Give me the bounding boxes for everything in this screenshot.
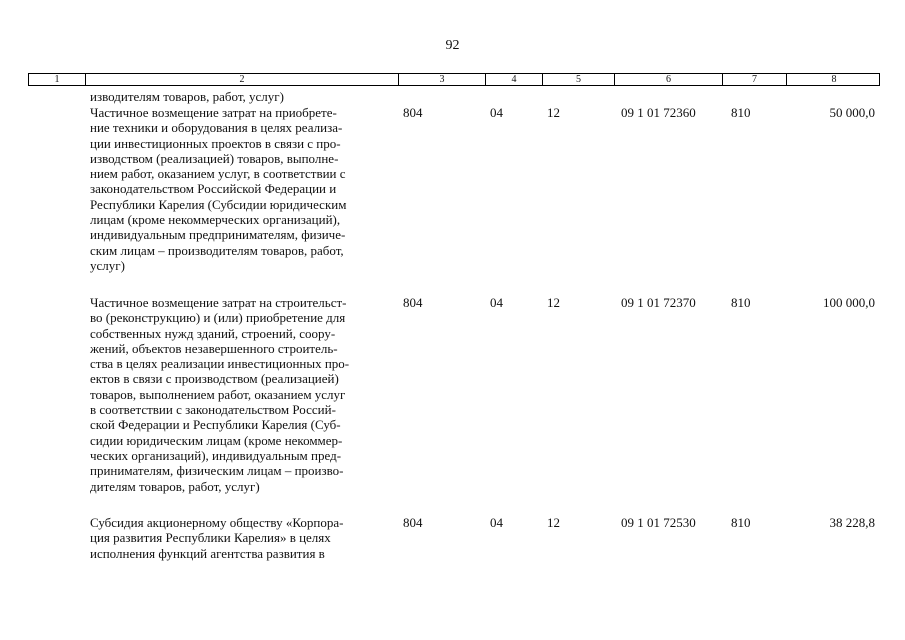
text-line: Частичное возмещение затрат на приобрете- (90, 105, 337, 120)
row-1-amount: 50 000,0 (829, 105, 875, 120)
carryover-text (90, 89, 400, 104)
text-line: ции инвестиционных проектов в связи с про- (90, 135, 341, 151)
header-col-1: 1 (29, 74, 86, 85)
row-2-section: 04 (490, 295, 503, 310)
row-2-amount: 100 000,0 (823, 295, 875, 310)
text-line: ской Федерации и Республики Карелия (Суб- (90, 417, 341, 433)
text-line: Частичное возмещение затрат на строительст- (90, 295, 347, 310)
row-1-expense-type: 810 (731, 105, 751, 120)
row-2-description (90, 295, 400, 494)
text-line: нием работ, оказанием услуг, в соответствии с (90, 166, 346, 182)
text-line: ция развития Республики Карелия» в целях (90, 530, 331, 546)
text-line: ние техники и оборудования в целях реализа- (90, 120, 343, 136)
text-line: услуг) (90, 257, 125, 273)
text-line: ским лицам – производителям товаров, работ, (90, 242, 344, 258)
row-3-amount: 38 228,8 (829, 515, 875, 530)
text-line: лицам (кроме некоммерческих организаций), (90, 212, 341, 228)
row-2-ministry: 804 (403, 295, 423, 310)
row-2-target-article: 09 1 01 72370 (621, 295, 696, 310)
text-line: принимателям, физическим лицам – произво- (90, 463, 344, 479)
row-1-target-article: 09 1 01 72360 (621, 105, 696, 120)
text-line: ческих организаций), индивидуальным пред- (90, 447, 342, 463)
header-col-8: 8 (831, 74, 837, 85)
header-col-5: 5 (543, 74, 615, 85)
row-2-subsection: 12 (547, 295, 560, 310)
text-line: исполнения функций агентства развития в (90, 545, 325, 561)
row-3-ministry: 804 (403, 515, 423, 530)
text-line: собственных нужд зданий, строений, соору- (90, 325, 336, 341)
text-line: жений, объектов незавершенного строитель- (90, 340, 338, 356)
row-3-section: 04 (490, 515, 503, 530)
row-3-description (90, 515, 400, 561)
header-col-7: 7 (723, 74, 787, 85)
text-line: сидии юридическим лицам (кроме некоммер- (90, 432, 343, 448)
row-2-expense-type: 810 (731, 295, 751, 310)
text-line: индивидуальным предпринимателям, физиче- (90, 227, 346, 243)
text-line: ства в целях реализации инвестиционных про- (90, 356, 350, 372)
text-line: изводителям товаров, работ, услуг) (90, 89, 284, 104)
page-number: 92 (445, 38, 460, 53)
text-line: Субсидия акционерному обществу «Корпора- (90, 515, 344, 530)
text-line: ектов в связи с производством (реализацией) (90, 371, 339, 387)
text-line: во (реконструкцию) и (или) приобретение для (90, 310, 346, 326)
header-col-2: 2 (86, 74, 399, 85)
text-line: товаров, выполнением работ, оказанием услуг (90, 386, 346, 402)
row-1-subsection: 12 (547, 105, 560, 120)
text-line: законодательством Российской Федерации и (90, 181, 337, 197)
row-3-subsection: 12 (547, 515, 560, 530)
row-3-target-article: 09 1 01 72530 (621, 515, 696, 530)
header-col-6: 6 (615, 74, 723, 85)
text-line: в соответствии с законодательством Россий- (90, 402, 336, 418)
header-col-4: 4 (486, 74, 543, 85)
row-1-ministry: 804 (403, 105, 423, 120)
header-col-3: 3 (399, 74, 486, 85)
column-number-header (28, 73, 880, 86)
text-line: Республики Карелия (Субсидии юридическим (90, 196, 347, 212)
text-line: изводством (реализацией) товаров, выполне- (90, 150, 339, 166)
row-1-section: 04 (490, 105, 503, 120)
row-1-description (90, 105, 400, 273)
row-3-expense-type: 810 (731, 515, 751, 530)
text-line: дителям товаров, работ, услуг) (90, 478, 260, 494)
